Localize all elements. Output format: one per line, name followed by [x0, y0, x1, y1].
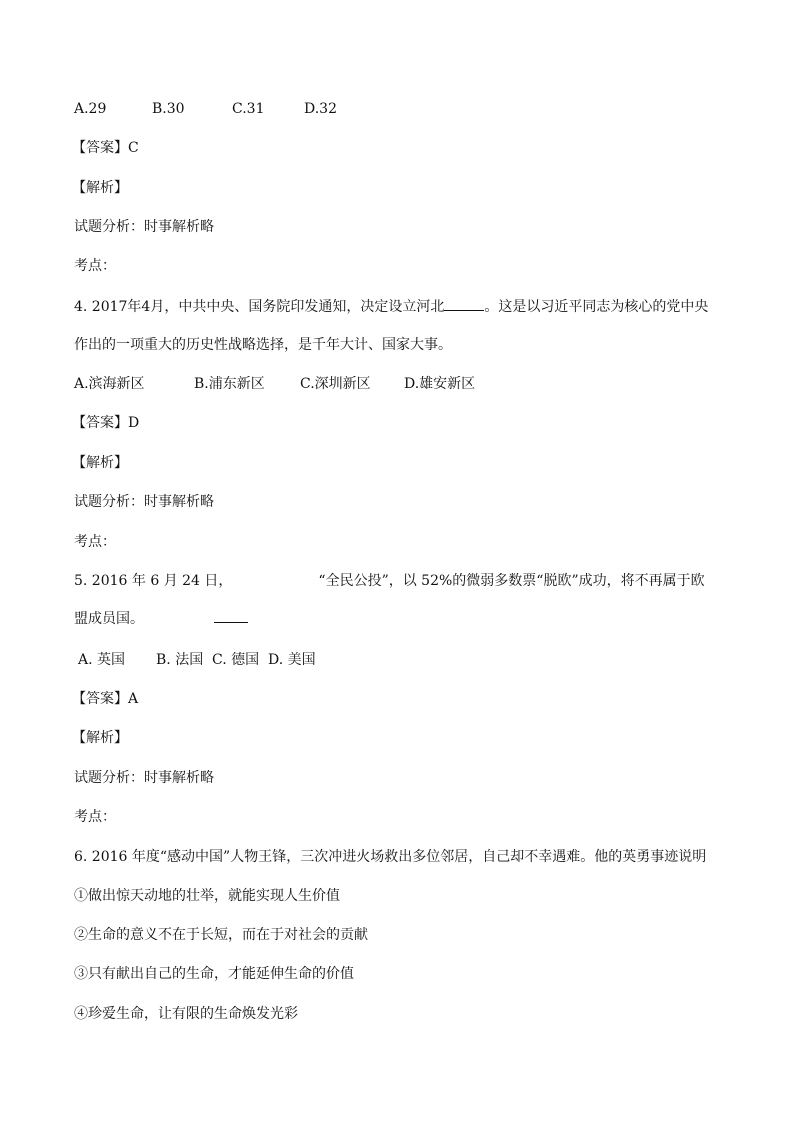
q4-analysis-head: 【解析】: [72, 455, 128, 471]
q6-item-3: ③只有献出自己的生命，才能延伸生命的价值: [74, 966, 354, 982]
q4-answer-blank: [444, 296, 484, 311]
q5-option-a: A. 英国: [78, 652, 126, 668]
q5-answer: 【答案】A: [72, 691, 139, 707]
q4-stem-a: 4. 2017年4月，中共中央、国务院印发通知，决定设立河北: [74, 299, 445, 315]
q3-option-b: B.30: [152, 101, 185, 117]
q3-option-c: C.31: [232, 101, 265, 117]
q5-option-c: C. 德国: [212, 652, 260, 668]
q6-stem: 6. 2016 年度“感动中国”人物王锋，三次冲进火场救出多位邻居，自己却不幸遇难。他的英勇事迹说明: [74, 849, 707, 865]
q3-options: [74, 99, 337, 119]
q6-item-2: ②生命的意义不在于长短，而在于对社会的贡献: [74, 927, 368, 943]
q4-option-c: C.深圳新区: [300, 376, 371, 392]
q5-option-b: B. 法国: [156, 652, 204, 668]
q5-stem-a: 5. 2016 年 6 月 24 日，: [74, 573, 233, 589]
q6-item-4: ④珍爱生命，让有限的生命焕发光彩: [74, 1006, 298, 1022]
q5-stem-b: “全民公投”，以 52%的微弱多数票“脱欧”成功，将不再属于欧: [318, 573, 705, 589]
q3-kaodian: 考点：: [74, 258, 116, 274]
q5-options: [78, 650, 316, 670]
q4-option-d: D.雄安新区: [404, 376, 476, 392]
q5-analysis: 试题分析：时事解析略: [74, 770, 214, 786]
q4-option-a: A.滨海新区: [74, 376, 145, 392]
q3-answer: 【答案】C: [72, 140, 139, 156]
q5-option-d: D. 美国: [268, 652, 316, 668]
q4-kaodian: 考点：: [74, 534, 116, 550]
q5-stem-line2: [74, 609, 248, 629]
q4-stem-line1: [74, 296, 708, 317]
q3-option-d: D.32: [304, 101, 337, 117]
q5-answer-blank: [214, 610, 248, 623]
q6-item-1: ①做出惊天动地的壮举，就能实现人生价值: [74, 888, 340, 904]
q5-analysis-head: 【解析】: [72, 730, 128, 746]
q4-option-b: B.浦东新区: [194, 376, 265, 392]
q4-stem-c: 作出的一项重大的历史性战略选择，是千年大计、国家大事。: [74, 337, 452, 353]
q4-options: [74, 374, 475, 394]
q3-analysis: 试题分析：时事解析略: [74, 219, 214, 235]
q5-kaodian: 考点：: [74, 809, 116, 825]
q4-answer: 【答案】D: [72, 415, 140, 431]
q3-analysis-head: 【解析】: [72, 180, 128, 196]
q4-stem-b: 。这是以习近平同志为核心的党中央: [484, 299, 709, 315]
q3-option-a: A.29: [74, 101, 107, 117]
q4-analysis: 试题分析：时事解析略: [74, 494, 214, 510]
q5-stem-c: 盟成员国。: [74, 611, 144, 627]
q5-stem-line1: [74, 571, 705, 591]
